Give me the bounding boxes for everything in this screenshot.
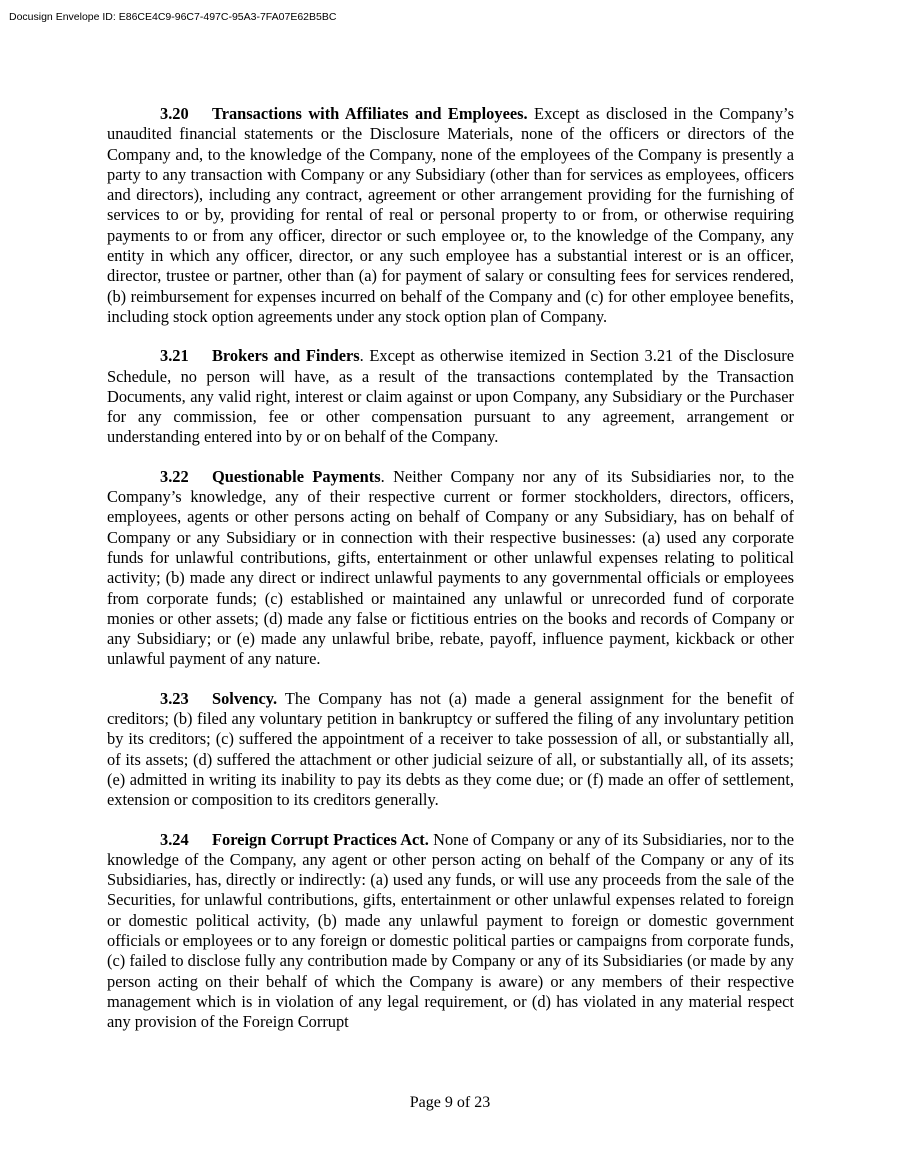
section-text: . Neither Company nor any of its Subsidiaries nor, to the Company’s knowledge, any of their respective current or former stockholders, directors, officers, employees, agents or other persons acting on behalf of Company or any Subsidiary, has on behalf of Company or any Subsidiary or in connection with their respective businesses: (a) used any corporate funds for unlawful contributions, gifts, entertainment or other unlawful expenses relating to political activity; (b) made any direct or indirect unlawful payments to any governmental officials or employees from corporate funds; (c) established or maintained any unlawful or unrecorded fund of corporate monies or other assets; (d) made any false or fictitious entries on the books and records of Company or any Subsidiary; or (e) made any unlawful bribe, rebate, payoff, influence payment, kickback or other unlawful payment of any nature. xyxy=(107,466,794,669)
section-title: Questionable Payments xyxy=(212,466,381,486)
section-number: 3.20 xyxy=(160,104,189,123)
section-number: 3.23 xyxy=(160,688,189,708)
section-text: . Except as otherwise itemized in Section 3.21 of the Disclosure Schedule, no person will have, as a result of the transactions contemplated by the Transaction Documents, any valid right, interest or claim against or upon Company, any Subsidiary or the Purchaser for any commission, fee or other compensation pursuant to any agreement, arrangement or understanding entered into by or on behalf of the Company. xyxy=(107,346,794,447)
section-text: Except as disclosed in the Company’s unaudited financial statements or the Disclosure Materials, none of the officers or directors of the Company and, to the knowledge of the Company, none of the employees of the Company is presently a party to any transaction with Company or any Subsidiary (other than for services as employees, officers and directors), including any contract, agreement or other arrangement providing for the furnishing of services to or by, providing for rental of real or personal property to or from, or otherwise requiring payments to or from any officer, director or such employee or, to the knowledge of the Company, any entity in which any officer, director, or any such employee has a substantial interest or is an officer, director, trustee or partner, other than (a) for payment of salary or consulting fees for services rendered, (b) reimbursement for expenses incurred on behalf of the Company and (c) for other employee benefits, including stock option agreements under any stock option plan of Company. xyxy=(107,104,794,326)
section-3-22 xyxy=(107,467,794,670)
section-title: Foreign Corrupt Practices Act. xyxy=(212,829,429,849)
section-title: Brokers and Finders xyxy=(212,346,360,366)
page-number: Page 9 of 23 xyxy=(409,1094,491,1111)
section-number: 3.24 xyxy=(160,829,189,849)
section-title: Solvency. xyxy=(212,688,278,708)
section-text: None of Company or any of its Subsidiaries, nor to the knowledge of the Company, any agent or other person acting on behalf of the Company or any of its Subsidiaries, has, directly or indirectly: (a) used any funds, or will use any proceeds from the sale of the Securities, for unlawful contributions, gifts, entertainment or other unlawful expenses related to foreign or domestic political activity, (b) made any unlawful payment to foreign or domestic government officials or employees or to any foreign or domestic political parties or campaigns from corporate funds, (c) failed to disclose fully any contribution made by Company or any of its Subsidiaries (or made by any person acting on their behalf of which the Company is aware) or any members of their respective management which is in violation of any legal requirement, or (d) has violated in any material respect any provision of the Foreign Corrupt xyxy=(107,829,794,1032)
section-3-23 xyxy=(107,689,794,811)
document-body xyxy=(107,104,794,1051)
section-text: The Company has not (a) made a general assignment for the benefit of creditors; (b) filed any voluntary petition in bankruptcy or suffered the filing of any involuntary petition by its creditors; (c) suffered the appointment of a receiver to take possession of all, or substantially all, of its assets; (d) suffered the attachment or other judicial seizure of all, or substantially all, of its assets; (e) admitted in writing its inability to pay its debts as they come due; or (f) made an offer of settlement, extension or composition to its creditors generally. xyxy=(107,688,794,810)
section-number: 3.21 xyxy=(160,346,189,366)
section-3-24 xyxy=(107,830,794,1033)
section-3-21 xyxy=(107,346,794,447)
section-number: 3.22 xyxy=(160,466,189,486)
section-title: Transactions with Affiliates and Employees. xyxy=(212,104,528,123)
section-3-20 xyxy=(107,104,794,327)
docusign-envelope-id: Docusign Envelope ID: E86CE4C9-96C7-497C-95A3-7FA07E62B5BC xyxy=(9,11,337,23)
